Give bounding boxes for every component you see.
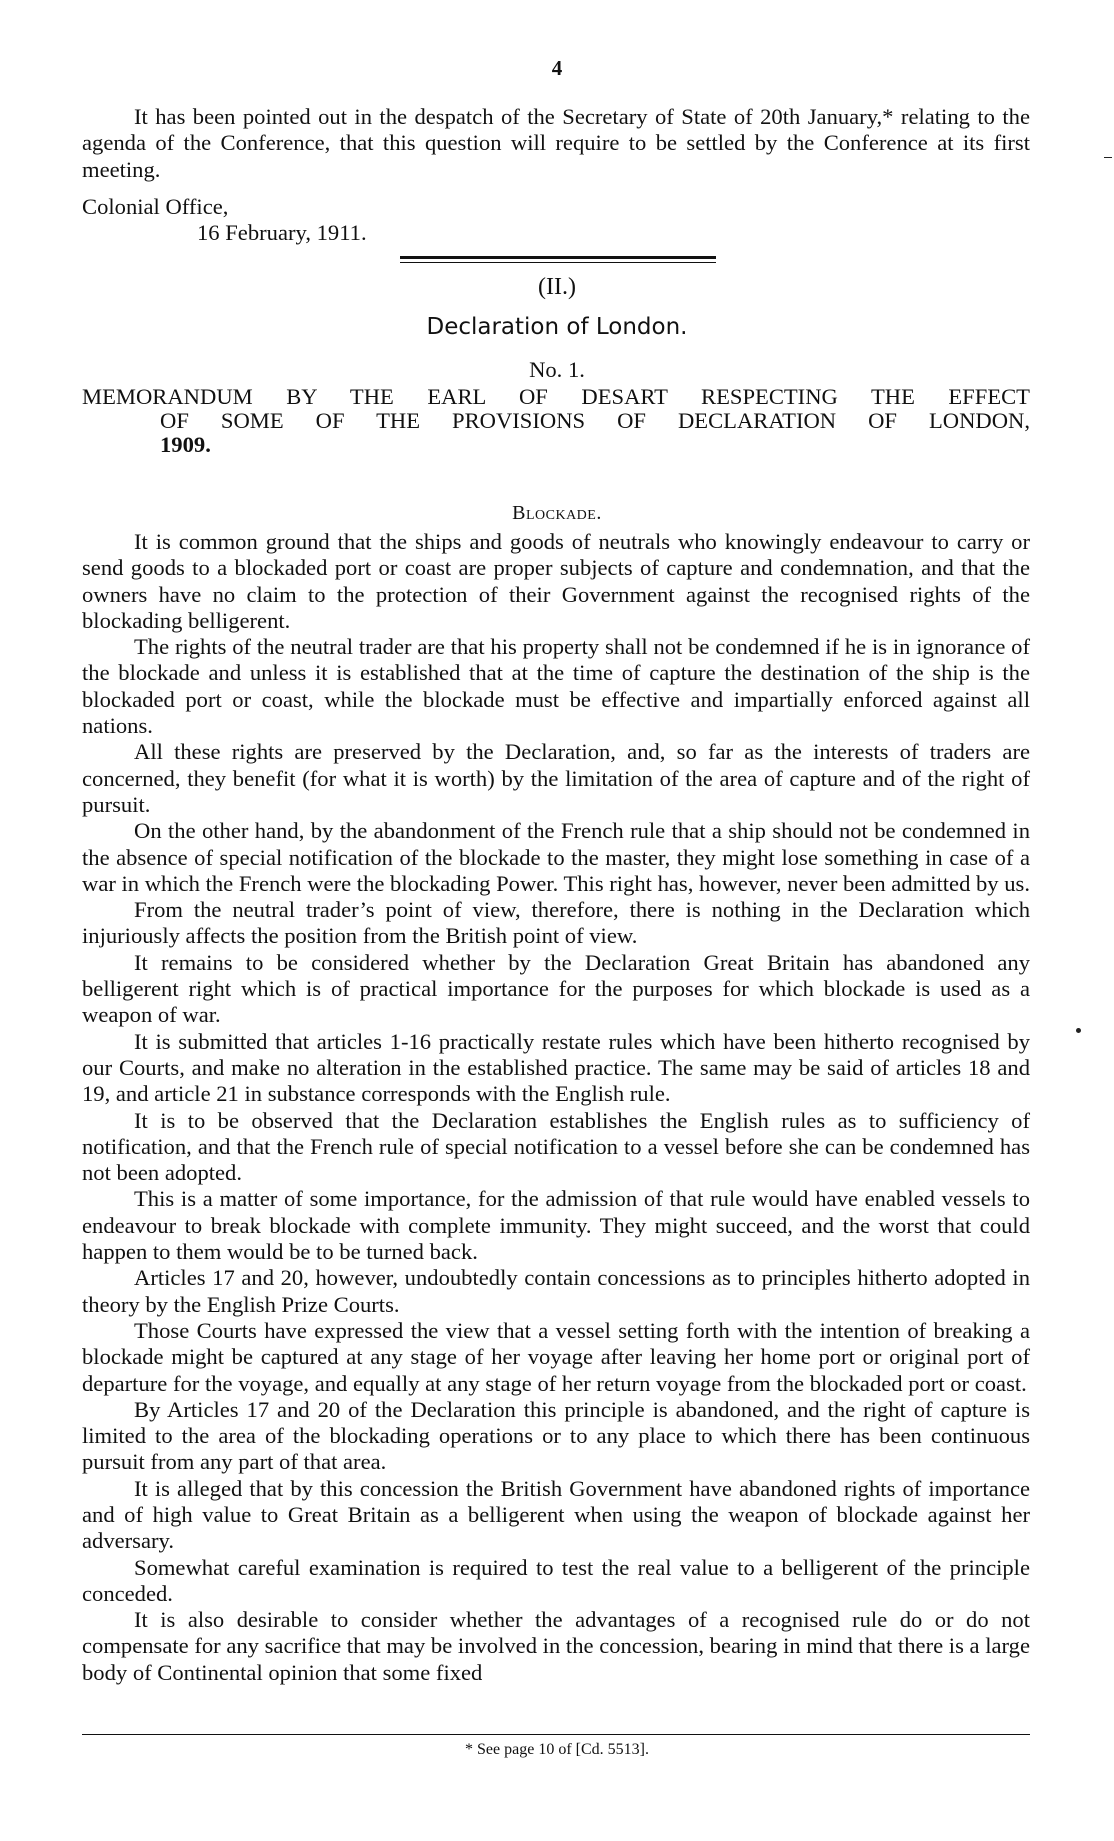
paragraph: Articles 17 and 20, however, undoubtedly contain concessions as to principles hitherto adopted in theory by the English Prize Courts.	[82, 1265, 1030, 1317]
section-divider-rule	[400, 256, 716, 263]
page-number: 4	[551, 56, 563, 80]
document-number: No. 1.	[529, 357, 585, 382]
paragraph: It is common ground that the ships and goods of neutrals who knowingly endeavour to carry or send goods to a blockaded port or coast are proper subjects of capture and condemnation, and that the owners have no claim to the protection of their Government against the recognised rights of the blockading belligerent.	[82, 529, 1030, 633]
subheading-blockade: Blockade.	[512, 502, 602, 524]
paragraph: Somewhat careful examination is required to test the real value to a belligerent of the principle conceded.	[82, 1554, 1030, 1606]
paragraph: It has been pointed out in the despatch of the Secretary of State of 20th January,* relating to the agenda of the Conference, that this question will require to be settled by the Conference at its first meeting.	[82, 104, 1030, 182]
section-title: Declaration of London.	[426, 314, 688, 340]
memo-body	[82, 529, 1030, 1686]
paragraph: It remains to be considered whether by the Declaration Great Britain has abandoned any belligerent right which is of practical importance for the purposes for which blockade is used as a weapon of war.	[82, 949, 1030, 1028]
paragraph: By Articles 17 and 20 of the Declaration this principle is abandoned, and the right of capture is limited to the area of the blockading operations or to any place to which there has been continuous pursuit from any part of that area.	[82, 1396, 1030, 1475]
paragraph: All these rights are preserved by the Declaration, and, so far as the interests of traders are concerned, they benefit (for what it is worth) by the limitation of the area of capture and of the right of pursuit.	[82, 739, 1030, 817]
intro-paragraph	[82, 104, 1030, 183]
paragraph: It is alleged that by this concession the British Government have abandoned rights of importance and of high value to Great Britain as a belligerent when using the weapon of blockade against her adversary.	[82, 1475, 1030, 1554]
memo-title-line-1: MEMORANDUM BY THE EARL OF DESART RESPECTING THE EFFECT	[82, 384, 1030, 409]
paragraph: From the neutral trader’s point of view, therefore, there is nothing in the Declaration which injuriously affects the position from the British point of view.	[82, 897, 1030, 949]
paragraph: Those Courts have expressed the view that a vessel setting forth with the intention of breaking a blockade might be captured at any stage of her voyage after leaving her home port or original port of departure for the voyage, and equally at any stage of her return voyage from the blockaded port or coast.	[82, 1317, 1030, 1396]
footnote: * See page 10 of [Cd. 5513].	[465, 1741, 649, 1758]
section-number: (II.)	[538, 274, 576, 300]
signoff-date: 16 February, 1911.	[197, 220, 367, 246]
footnote-rule	[82, 1734, 1030, 1735]
memo-title	[82, 385, 1030, 457]
paragraph: On the other hand, by the abandonment of the French rule that a ship should not be condemned in the absence of special notification of the blockade to the master, they might lose something in case of a war in which the French were the blockading Power. This right has, however, never been admitted by us.	[82, 818, 1030, 896]
margin-mark	[1104, 157, 1112, 158]
paragraph: It is to be observed that the Declaration establishes the English rules as to sufficiency of notification, and that the French rule of special notification to a vessel before she can be condemned has not been adopted.	[82, 1107, 1030, 1186]
signoff-office: Colonial Office,	[82, 194, 229, 219]
signoff-block	[82, 194, 367, 247]
paragraph: It is also desirable to consider whether the advantages of a recognised rule do or do not compensate for any sacrifice that may be involved in the concession, bearing in mind that there is a large body of Continental opinion that some fixed	[82, 1607, 1030, 1685]
paragraph: It is submitted that articles 1-16 practically restate rules which have been hitherto recognised by our Courts, and make no alteration in the established practice. The same may be said of articles 18 and 19, and article 21 in substance corresponds with the English rule.	[82, 1028, 1030, 1107]
memo-title-line-3: 1909.	[160, 432, 211, 457]
margin-dot	[1076, 1028, 1081, 1033]
paragraph: This is a matter of some importance, for the admission of that rule would have enabled vessels to endeavour to break blockade with complete immunity. They might succeed, and the worst that could happen to them would be to be turned back.	[82, 1186, 1030, 1265]
paragraph: The rights of the neutral trader are that his property shall not be condemned if he is in ignorance of the blockade and unless it is established that at the time of capture the destination of the ship is the blockaded port or coast, while the blockade must be effective and impartially enforced against all nations.	[82, 634, 1030, 739]
memo-title-line-2: OF SOME OF THE PROVISIONS OF DECLARATION OF LONDON,	[160, 408, 1030, 433]
